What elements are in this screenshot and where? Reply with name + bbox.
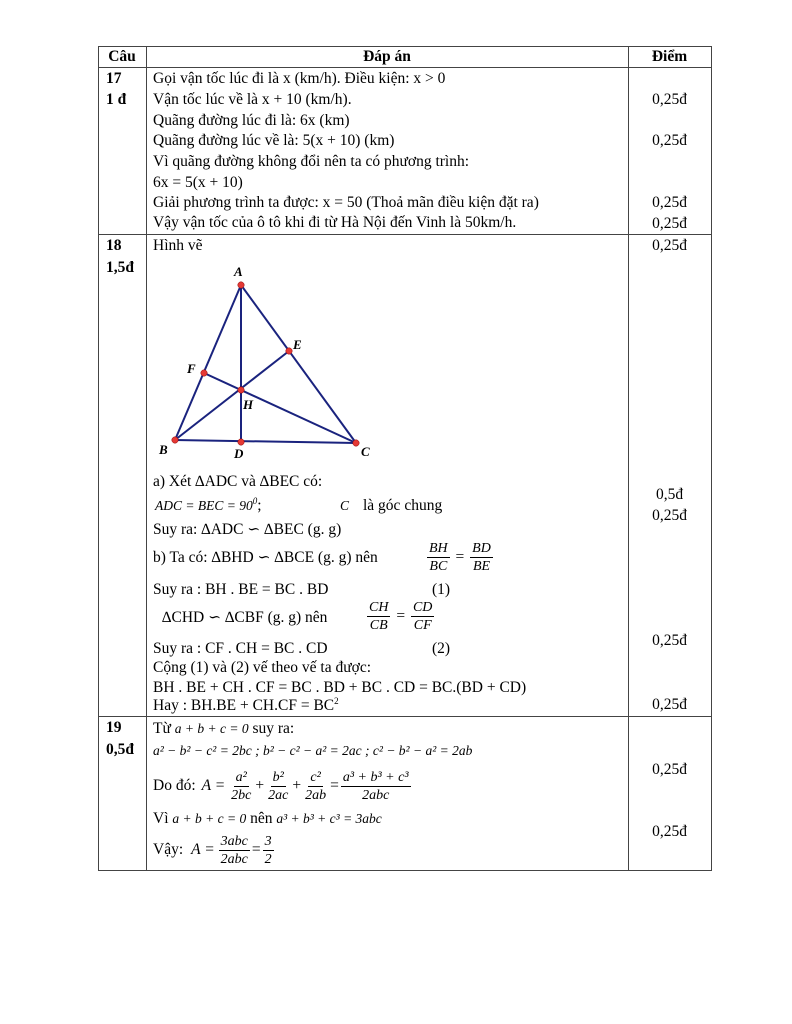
suy-ra-text: suy ra: xyxy=(252,720,295,737)
point-D xyxy=(238,439,244,445)
table-border-left xyxy=(98,46,99,871)
q18-ratio-2 xyxy=(365,599,436,634)
denominator: 2ab xyxy=(305,787,327,803)
denominator: BC xyxy=(429,559,448,574)
q18-part-a-intro: a) Xét ∆ADC và ∆BEC có: xyxy=(153,473,323,490)
q19-vay-row xyxy=(153,830,276,870)
col-divider-1 xyxy=(146,46,147,871)
point-B xyxy=(172,437,178,443)
numerator: 3abc xyxy=(220,833,248,849)
point-F xyxy=(201,370,207,376)
q17-line: Vận tốc lúc về là x + 10 (km/h). xyxy=(153,91,352,108)
q18-score: 0,25đ xyxy=(652,632,687,649)
altitude-CF xyxy=(204,373,356,443)
label-B: B xyxy=(159,442,168,457)
A-equals: A = xyxy=(191,841,215,858)
q18-score: 0,25đ xyxy=(652,696,687,713)
q17-line: Vậy vận tốc của ô tô khi đi từ Hà Nội đến Vinh là 50km/h. xyxy=(153,214,517,231)
q18-tag1: (1) xyxy=(432,581,451,598)
denominator: CF xyxy=(413,618,432,633)
q17-score: 0,25đ xyxy=(652,194,687,211)
denominator: 2 xyxy=(264,851,272,867)
side-AC xyxy=(241,285,356,443)
q17-score: 0,25đ xyxy=(652,215,687,232)
header-cau: Câu xyxy=(108,48,136,65)
numerator: BH xyxy=(429,541,448,556)
q18-part-a-conclusion: Suy ra: ∆ADC ∽ ∆BEC (g. g) xyxy=(153,521,342,538)
do-do-text: Do đó: xyxy=(153,777,196,794)
equals: = xyxy=(396,607,406,625)
fraction xyxy=(266,769,290,804)
q17-line: Quãng đường lúc đi là: 6x (km) xyxy=(153,112,350,129)
equals: = xyxy=(330,777,339,794)
q19-score: 0,25đ xyxy=(652,823,687,840)
triangle-figure xyxy=(150,258,390,468)
fraction xyxy=(229,769,253,804)
numerator: CD xyxy=(412,600,433,615)
denominator: 2ac xyxy=(268,787,289,803)
fraction xyxy=(427,540,450,575)
denominator: BE xyxy=(472,559,491,574)
numerator: a² xyxy=(235,769,247,785)
equals: = xyxy=(455,548,465,566)
q18-part-b-intro: b) Ta có: ∆BHD ∽ ∆BCE (g. g) nên xyxy=(153,549,378,566)
label-H: H xyxy=(243,397,254,412)
q18-eq2: Suy ra : CF . CH = BC . CD xyxy=(153,640,328,657)
q17-line: Quãng đường lúc về là: 5(x + 10) (km) xyxy=(153,132,395,149)
q18-number: 18 xyxy=(106,237,122,254)
q17-line: 6x = 5(x + 10) xyxy=(153,174,243,191)
vi-text: Vì xyxy=(153,810,169,827)
q18-sum-intro: Cộng (1) và (2) vế theo vế ta được: xyxy=(153,659,372,676)
denominator: 2bc xyxy=(231,787,252,803)
label-F: F xyxy=(187,361,196,376)
q17-line: Gọi vận tốc lúc đi là x (km/h). Điều kiện: x > 0 xyxy=(153,70,446,87)
plus: + xyxy=(292,777,302,794)
numerator: CH xyxy=(369,600,389,615)
angle-equation: ADC = BEC = 90 xyxy=(155,498,253,513)
q19-score: 0,25đ xyxy=(652,761,687,778)
squared-sup: 2 xyxy=(334,695,339,706)
q19-identities: a² − b² − c² = 2bc ; b² − c² − a² = 2ac ; c² − b² − a² = 2ab xyxy=(153,743,473,758)
tu-text: Từ xyxy=(153,720,171,737)
q18-tag2: (2) xyxy=(432,640,451,657)
label-E: E xyxy=(293,337,302,352)
vay-text: Vậy: xyxy=(153,841,184,858)
table-border-right xyxy=(711,46,712,871)
label-D: D xyxy=(234,446,244,461)
angle-C: C xyxy=(340,498,350,513)
q17-points: 1 đ xyxy=(106,91,127,108)
q19-do-do-row xyxy=(153,764,413,808)
denominator: 2abc xyxy=(220,851,248,867)
row-divider-18-19 xyxy=(98,716,712,717)
q19-number: 19 xyxy=(106,719,122,736)
numerator: b² xyxy=(272,769,284,785)
fraction xyxy=(411,599,434,634)
cube-identity: a³ + b³ + c³ = 3abc xyxy=(276,811,382,826)
fraction xyxy=(341,769,411,804)
label-A: A xyxy=(234,264,243,279)
label-C: C xyxy=(361,444,370,459)
fraction xyxy=(470,540,493,575)
fraction xyxy=(219,833,250,868)
numerator: c² xyxy=(310,769,321,785)
denominator: 2abc xyxy=(362,787,390,803)
fraction xyxy=(367,599,390,634)
q19-line-1 xyxy=(153,719,294,739)
semicolon: ; xyxy=(257,497,262,514)
fraction xyxy=(303,769,328,804)
equals: = xyxy=(251,841,261,858)
common-angle-text: là góc chung xyxy=(363,497,443,514)
q18-final xyxy=(153,696,339,716)
header-diem: Điểm xyxy=(651,48,688,65)
point-C xyxy=(353,440,359,446)
side-AB xyxy=(175,285,241,440)
q18-score: 0,5đ xyxy=(655,486,684,503)
q17-number: 17 xyxy=(106,70,122,87)
numerator: a³ + b³ + c³ xyxy=(342,769,409,785)
point-H xyxy=(238,387,244,393)
q18-sum: BH . BE + CH . CF = BC . BD + BC . CD = BC.(BD + CD) xyxy=(153,679,527,696)
q18-score: 0,25đ xyxy=(652,507,687,524)
fraction xyxy=(263,833,274,868)
plus: + xyxy=(255,777,265,794)
q18-ratio-1 xyxy=(425,540,495,575)
q17-score: 0,25đ xyxy=(652,132,687,149)
q19-points: 0,5đ xyxy=(106,741,134,758)
point-A xyxy=(238,282,244,288)
q18-figure-caption: Hình vẽ xyxy=(153,237,203,254)
q17-score: 0,25đ xyxy=(652,91,687,108)
q18-chd-line: ∆CHD ∽ ∆CBF (g. g) nên xyxy=(162,609,328,626)
degree-sup: 0 xyxy=(252,495,258,506)
sum-zero-condition: a + b + c = 0 xyxy=(172,811,247,826)
q18-part-a-angles xyxy=(155,496,262,516)
row-divider-17-18 xyxy=(98,234,712,235)
header-dap-an: Đáp án xyxy=(363,48,411,65)
q18-points: 1,5đ xyxy=(106,259,134,276)
q17-line: Vì quãng đường không đổi nên ta có phương trình: xyxy=(153,153,470,170)
q17-line: Giải phương trình ta được: x = 50 (Thoả mãn điều kiện đặt ra) xyxy=(153,194,539,211)
q18-score: 0,25đ xyxy=(652,237,687,254)
point-E xyxy=(286,348,292,354)
denominator: CB xyxy=(369,618,388,633)
nen-text: nên xyxy=(250,810,273,827)
sum-zero-condition: a + b + c = 0 xyxy=(174,721,249,736)
side-BC xyxy=(175,440,356,443)
table-border-bottom xyxy=(98,870,712,871)
numerator: 3 xyxy=(264,833,272,849)
header-divider xyxy=(98,67,712,68)
numerator: BD xyxy=(472,541,491,556)
q18-eq1: Suy ra : BH . BE = BC . BD xyxy=(153,581,329,598)
final-text: Hay : BH.BE + CH.CF = BC xyxy=(153,697,335,714)
q19-vi-row xyxy=(153,809,382,829)
A-equals: A = xyxy=(201,777,226,794)
col-divider-2 xyxy=(628,46,629,871)
